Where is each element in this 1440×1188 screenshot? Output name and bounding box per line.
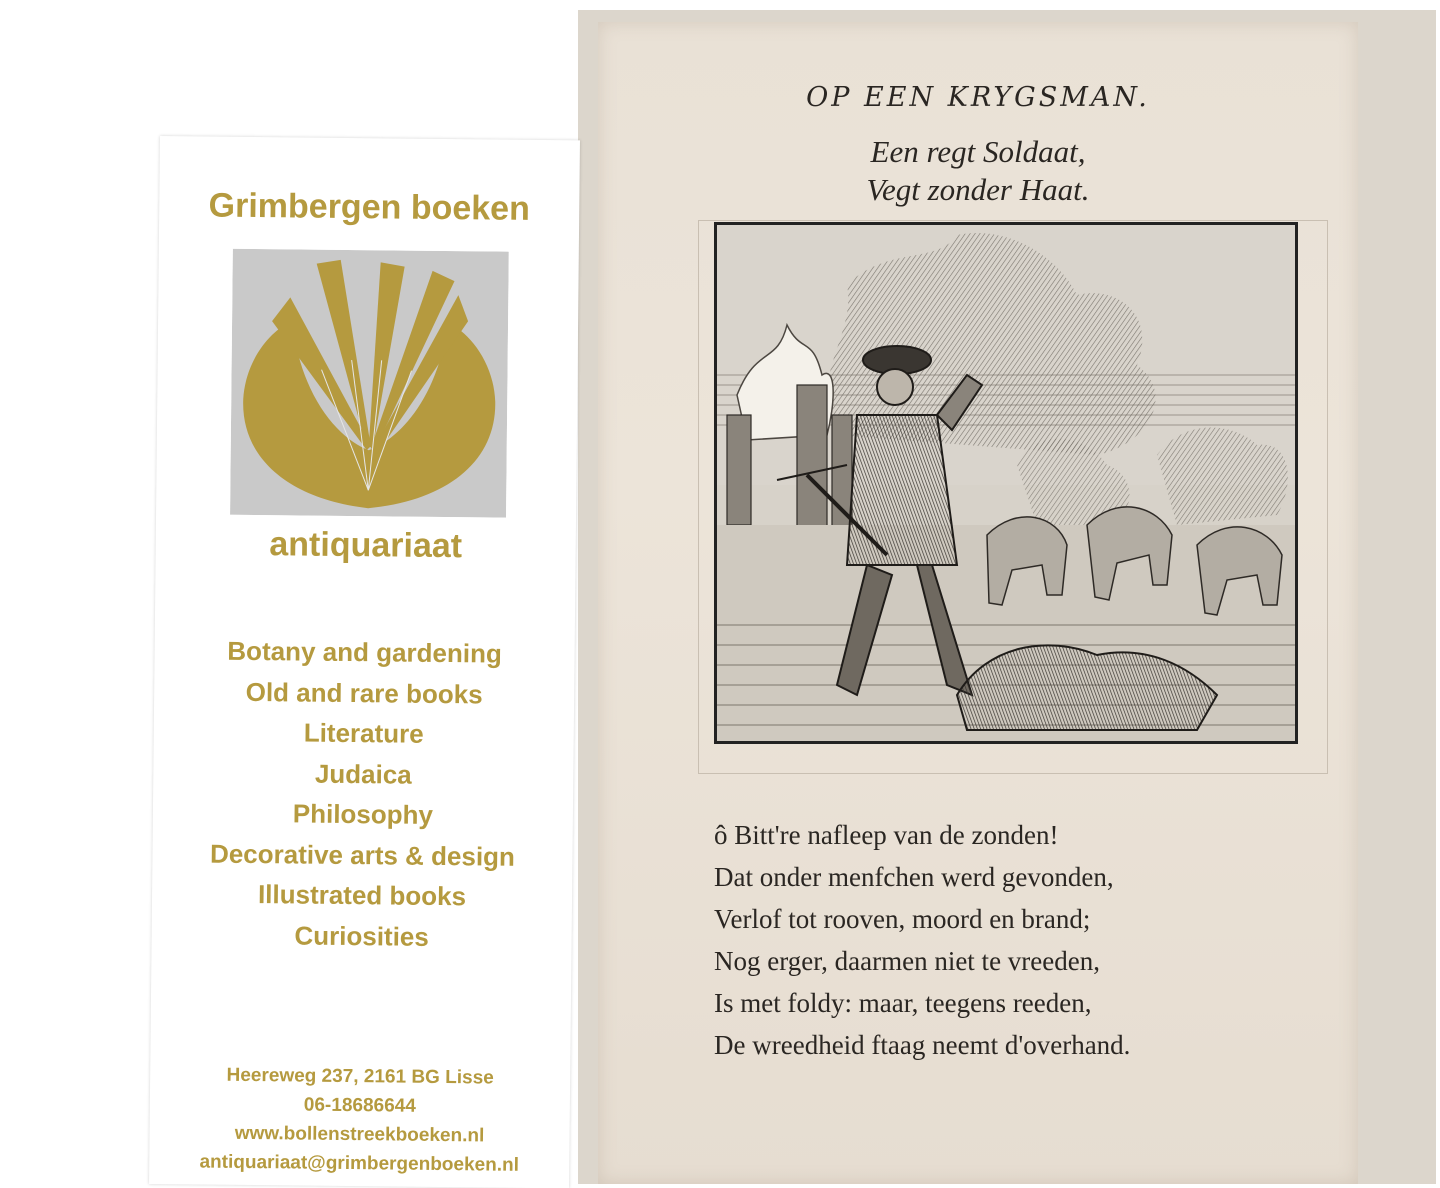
shop-subtitle: antiquariaat: [269, 525, 463, 566]
poem: [714, 814, 1314, 1066]
website: www.bollenstreekboeken.nl: [234, 1122, 485, 1147]
phone-number: 06-18686644: [303, 1094, 416, 1117]
bookmark-card: [149, 136, 580, 1188]
poem-line: Verlof tot rooven, moord en brand;: [714, 904, 1091, 934]
motto-line: Vegt zonder Haat.: [866, 172, 1090, 207]
subject-item: Old and rare books: [245, 676, 483, 709]
contact-info: [149, 1060, 570, 1180]
subject-item: Judaica: [314, 758, 412, 790]
engraving-illustration: [714, 222, 1298, 744]
subject-item: Philosophy: [292, 798, 434, 830]
email-address: antiquariaat@grimbergenboeken.nl: [199, 1151, 520, 1176]
poem-line: Is met foldy: maar, teegens reeden,: [714, 988, 1092, 1018]
subject-item: Literature: [303, 717, 424, 749]
subject-item: Decorative arts & design: [209, 838, 516, 872]
print-title: OP EEN KRYGSMAN.: [806, 82, 1150, 113]
subject-item: Curiosities: [294, 919, 429, 952]
poem-line: De wreedheid ftaag neemt d'overhand.: [714, 1030, 1131, 1060]
poem-line: Dat onder menfchen werd gevonden,: [714, 862, 1114, 892]
antique-print: [598, 22, 1358, 1184]
poem-line: ô Bitt're nafleep van de zonden!: [714, 820, 1059, 850]
flower-logo-icon: [230, 249, 509, 518]
shop-name: Grimbergen boeken: [208, 186, 531, 228]
address: Heereweg 237, 2161 BG Lisse: [226, 1064, 494, 1089]
subject-list: [151, 630, 574, 958]
subject-item: Illustrated books: [257, 879, 467, 912]
poem-line: Nog erger, daarmen niet te vreeden,: [714, 946, 1100, 976]
motto-line: Een regt Soldaat,: [870, 134, 1086, 169]
subject-item: Botany and gardening: [227, 635, 502, 669]
